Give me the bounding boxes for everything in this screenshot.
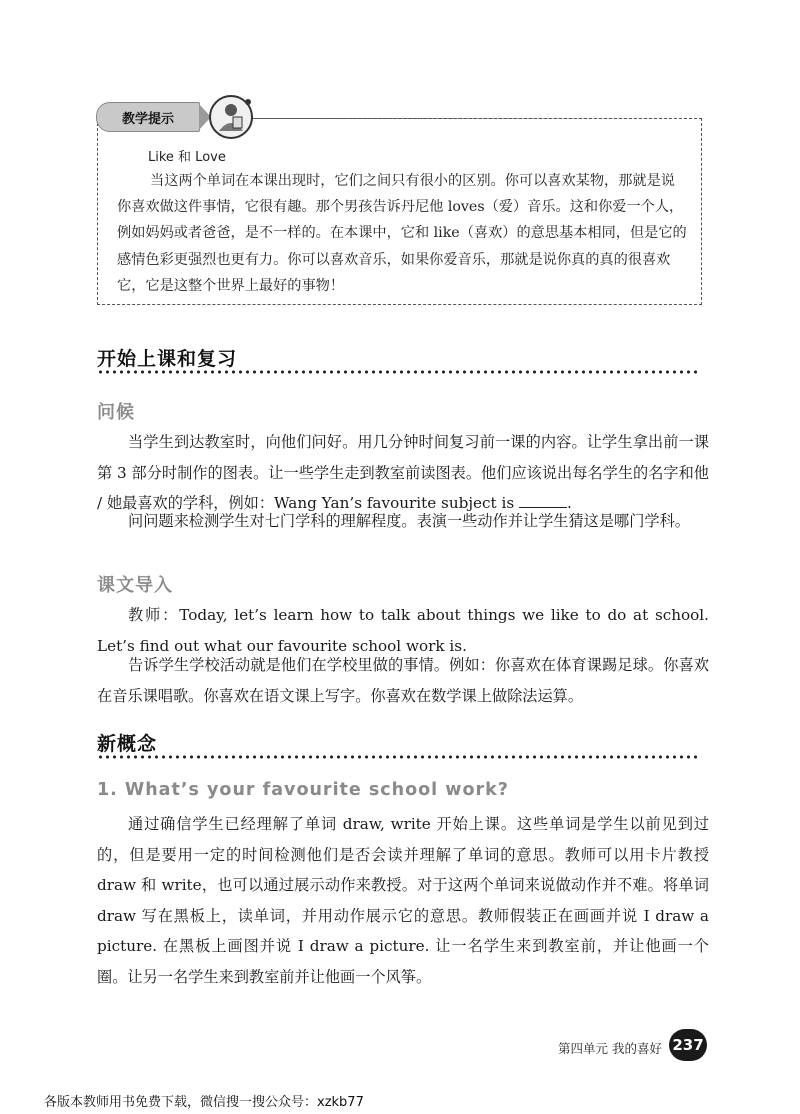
section-title-new-concepts: 新概念 [97, 733, 158, 755]
greeting-text: 当学生到达教室时，向他们问好。用几分钟时间复习前一课的内容。让学生拿出前一课第 3 部分时制作的图表。让一些学生走到教室前读图表。他们应该说出每名学生的名字和他 / 她最喜欢的学科，例如：Wang Yan’s favourite subject is [97, 433, 709, 512]
page-number: 237 [669, 1029, 707, 1061]
section-divider [97, 370, 700, 374]
subsection-title-favourite-work: 1. What’s your favourite school work? [97, 780, 509, 800]
watermark-text: 各版本教师用书免费下载，微信搜一搜公众号：xzkb77 [44, 1095, 364, 1110]
greeting-text-end: . [566, 494, 572, 512]
subsection-title-greeting: 问候 [97, 402, 135, 423]
teaching-tip-label: 教学提示 [96, 102, 200, 132]
intro-paragraph-2: 告诉学生学校活动就是他们在学校里做的事情。例如：你喜欢在体育课踢足球。你喜欢在音乐课唱歌。你喜欢在语文课上写字。你喜欢在数学课上做除法运算。 [97, 656, 709, 705]
unit-label: 第四单元 我的喜好 [558, 1041, 662, 1056]
tip-body: 当这两个单词在本课出现时，它们之间只有很小的区别。你可以喜欢某物，那就是说你喜欢做这件事情，它很有趣。那个男孩告诉丹尼他 loves（爱）音乐。这和你爱一个人，例如妈妈或者爸爸，是不一样的。在本课中，它和 like（喜欢）的意思基本相同，但是它的感情色彩更强烈也更有力。你可以喜欢音乐，如果你爱音乐，那就是说你真的真的很喜欢它，它是这整个世界上最好的事物！ [117, 173, 687, 294]
tip-heading: Like 和 Love [148, 150, 226, 165]
greeting-paragraph-1 [97, 427, 709, 519]
intro-paragraph-1: 教师：Today, let’s learn how to talk about things we like to do at school. Let’s find out what our favourite school work is. [97, 606, 709, 655]
favourite-work-paragraph: 通过确信学生已经理解了单词 draw, write 开始上课。这些单词是学生以前见到过的，但是要用一定的时间检测他们是否会读并理解了单词的意思。教师可以用卡片教授 draw 和 write，也可以通过展示动作来教授。对于这两个单词来说做动作并不难。将单词 draw 写在黑板上，读单词，并用动作展示它的意思。教师假装正在画画并说 I draw a picture. 在黑板上画图并说 I draw a picture. 让一名学生来到教室前，并让他画一个圈。让另一名学生来到教室前并让他画一个风筝。 [97, 815, 709, 986]
teacher-mascot-icon [207, 93, 255, 141]
subsection-title-intro: 课文导入 [97, 575, 173, 596]
section-title-warmup: 开始上课和复习 [97, 348, 238, 370]
greeting-paragraph-2: 问问题来检测学生对七门学科的理解程度。表演一些动作并让学生猜这是哪门学科。 [128, 512, 690, 530]
tip-top-rule [250, 118, 702, 119]
section-divider-2 [97, 755, 700, 759]
